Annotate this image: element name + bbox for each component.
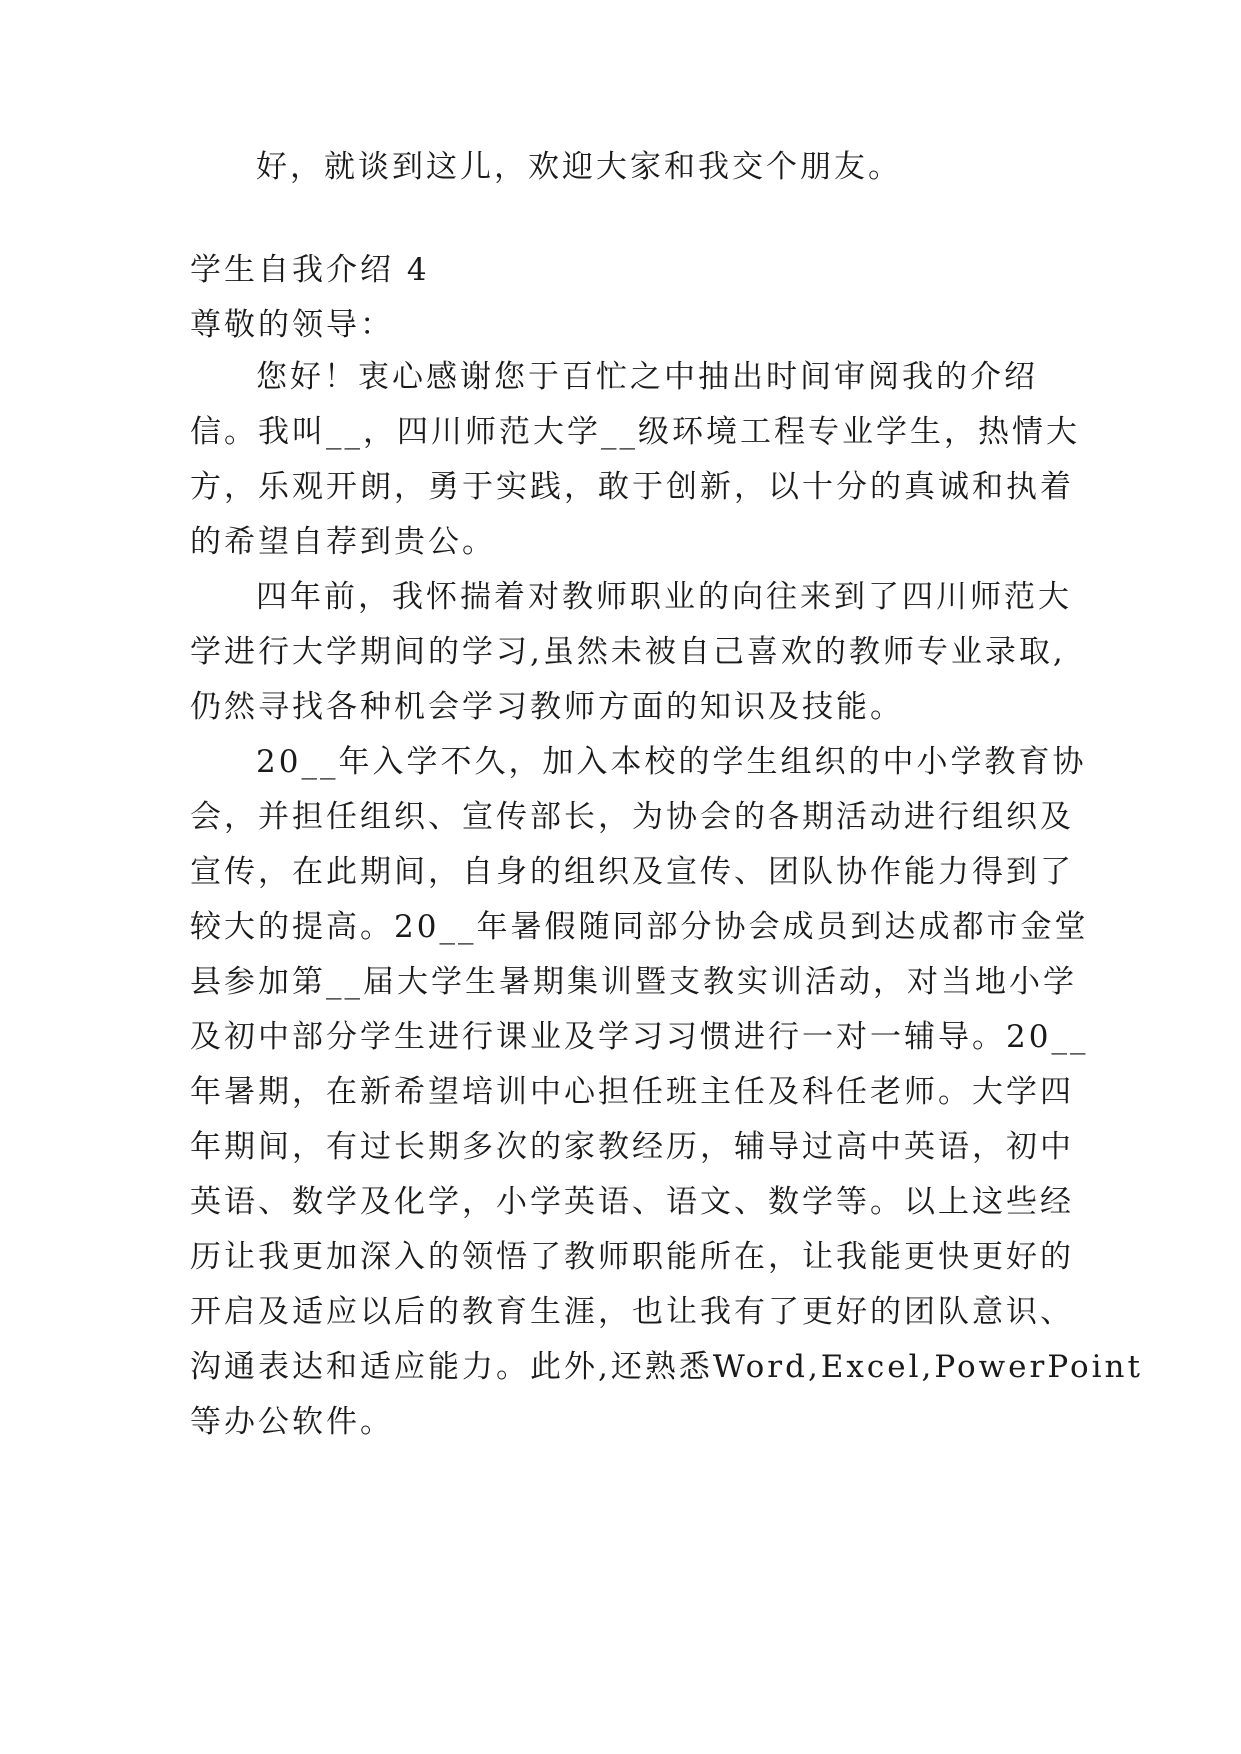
paragraph-3-line-2: 会，并担任组织、宣传部长，为协会的各期活动进行组织及 xyxy=(190,799,1074,835)
paragraph-3-line-5: 县参加第__届大学生暑期集训暨支教实训活动，对当地小学 xyxy=(190,964,1077,1000)
paragraph-3-line-10: 历让我更加深入的领悟了教师职能所在，让我能更快更好的 xyxy=(190,1239,1074,1275)
paragraph-3-line-6: 及初中部分学生进行课业及学习习惯进行一对一辅导。20__ xyxy=(190,1019,1089,1055)
salutation: 尊敬的领导： xyxy=(190,307,394,343)
paragraph-3-line-9: 英语、数学及化学，小学英语、语文、数学等。以上这些经 xyxy=(190,1184,1074,1220)
paragraph-1-line-1: 您好！衷心感谢您于百忙之中抽出时间审阅我的介绍 xyxy=(256,359,1038,395)
paragraph-2-line-1: 四年前，我怀揣着对教师职业的向往来到了四川师范大 xyxy=(256,579,1072,615)
paragraph-1-line-4: 的希望自荐到贵公。 xyxy=(190,524,496,560)
paragraph-3-line-11: 开启及适应以后的教育生涯，也让我有了更好的团队意识、 xyxy=(190,1294,1074,1330)
paragraph-2-line-3: 仍然寻找各种机会学习教师方面的知识及技能。 xyxy=(190,689,904,725)
paragraph-3-line-7: 年暑期，在新希望培训中心担任班主任及科任老师。大学四 xyxy=(190,1074,1074,1110)
paragraph-3-line-12: 沟通表达和适应能力。此外,还熟悉Word,Excel,PowerPoint xyxy=(190,1349,1143,1385)
paragraph-3-line-13: 等办公软件。 xyxy=(190,1404,394,1440)
paragraph-3-line-8: 年期间，有过长期多次的家教经历，辅导过高中英语，初中 xyxy=(190,1129,1074,1165)
paragraph-3-line-1: 20__年入学不久，加入本校的学生组织的中小学教育协 xyxy=(256,744,1087,780)
closing-line: 好，就谈到这儿，欢迎大家和我交个朋友。 xyxy=(256,149,902,185)
paragraph-3-line-3: 宣传，在此期间，自身的组织及宣传、团队协作能力得到了 xyxy=(190,854,1074,890)
paragraph-3-line-4: 较大的提高。20__年暑假随同部分协会成员到达成都市金堂 xyxy=(190,909,1089,945)
paragraph-2-line-2: 学进行大学期间的学习,虽然未被自己喜欢的教师专业录取, xyxy=(190,634,1066,670)
section-title: 学生自我介绍 4 xyxy=(190,252,430,288)
paragraph-1-line-3: 方，乐观开朗，勇于实践，敢于创新，以十分的真诚和执着 xyxy=(190,469,1074,505)
paragraph-1-line-2: 信。我叫__，四川师范大学__级环境工程专业学生，热情大 xyxy=(190,414,1080,450)
